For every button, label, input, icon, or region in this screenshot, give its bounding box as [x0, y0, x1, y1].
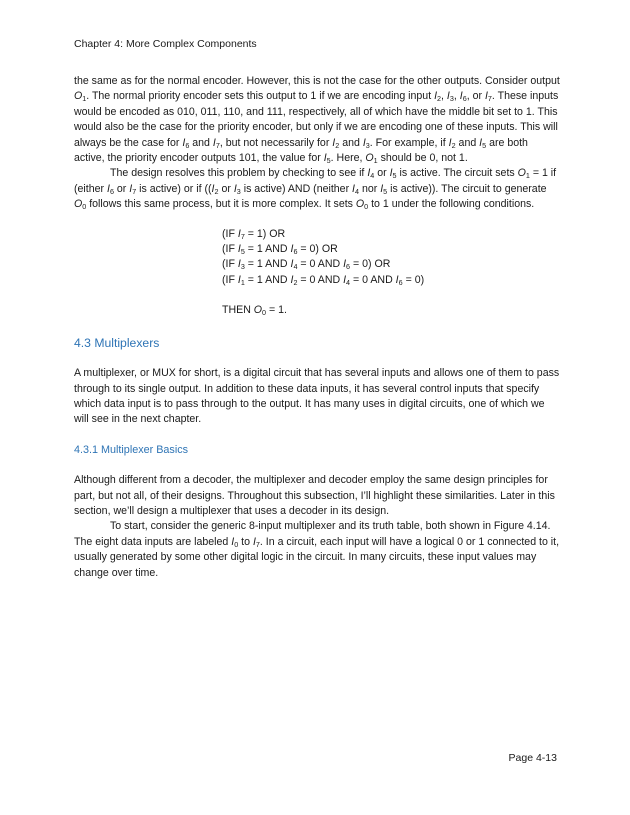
- condition-line: (IF $I_5 = 1$ AND $I_6 = 0$) OR: [222, 243, 338, 257]
- o0-conditions-block: [222, 227, 560, 319]
- paragraph-generic-mux: To start, consider the generic 8-input multiplexer and its truth table, both shown in Figure 4.14. The eight data inputs are labeled $I_0$ to $I_7$. In a circuit, each input will have a logical 0 or 1 connected to it, usually generated by some other digital logic in the circuit. In many circuits, these input values may change over time.: [74, 520, 560, 579]
- condition-line: (IF $I_1 = 1$ AND $I_2 = 0$ AND $I_4 = 0$ AND $I_6 = 0$): [222, 273, 425, 287]
- section-heading-multiplexers: 4.3 Multiplexers: [74, 335, 160, 350]
- condition-result: THEN $O_0 = 1$.: [222, 304, 287, 318]
- page-content: [74, 74, 560, 581]
- chapter-header: Chapter 4: More Complex Components: [74, 38, 257, 50]
- paragraph-mux-definition: A multiplexer, or MUX for short, is a digital circuit that has several inputs and allows one of them to pass through to its single output. In addition to these data inputs, it has several control inputs that specify which data input is to pass through to the output. It has many uses in digital circuits, one of which we will see in the next chapter.: [74, 367, 560, 426]
- page-number: Page 4-13: [508, 752, 557, 764]
- paragraph-mux-decoder-similarity: Although different from a decoder, the multiplexer and decoder employ the same design principles for part, but not all, of their designs. Throughout this subsection, I’ll highlight these similarities. Later in this section, we’ll design a multiplexer that uses a decoder in its design.: [74, 474, 555, 517]
- paragraph-design-resolution: The design resolves this problem by checking to see if $I_4$ or $I_5$ is active. The circuit sets $O_1 = 1$ if (either $I_6$ or $I_7$ is active) or if (($I_2$ or $I_3$ is active) AND (neither $I_4$ nor $I_5$ is active)). The circuit to generate $O_0$ follows this same process, but it is more complex. It sets $O_0$ to 1 under the following conditions.: [74, 167, 557, 212]
- condition-line: (IF $I_7 = 1$) OR: [222, 227, 286, 241]
- subsection-heading-mux-basics: 4.3.1 Multiplexer Basics: [74, 443, 189, 456]
- paragraph-priority-encoder: the same as for the normal encoder. However, this is not the case for the other outputs. Consider output $O_1$. The normal priority encoder sets this output to 1 if we are encoding input $I_2$, $I_3$, $I_6$, or $I_7$. These inputs would be encoded as 010, 011, 110, and 111, respectively, all of which have the middle bit set to 1. This would also be the case for the priority encoder, but only if we are encoding one of these inputs. This will always be the case for $I_6$ and $I_7$, but not necessarily for $I_2$ and $I_3$. For example, if $I_2$ and $I_5$ are both active, the priority encoder outputs 101, the value for $I_5$. Here, $O_1$ should be 0, not 1.: [74, 75, 560, 166]
- condition-line: (IF $I_3 = 1$ AND $I_4 = 0$ AND $I_6 = 0$) OR: [222, 258, 391, 272]
